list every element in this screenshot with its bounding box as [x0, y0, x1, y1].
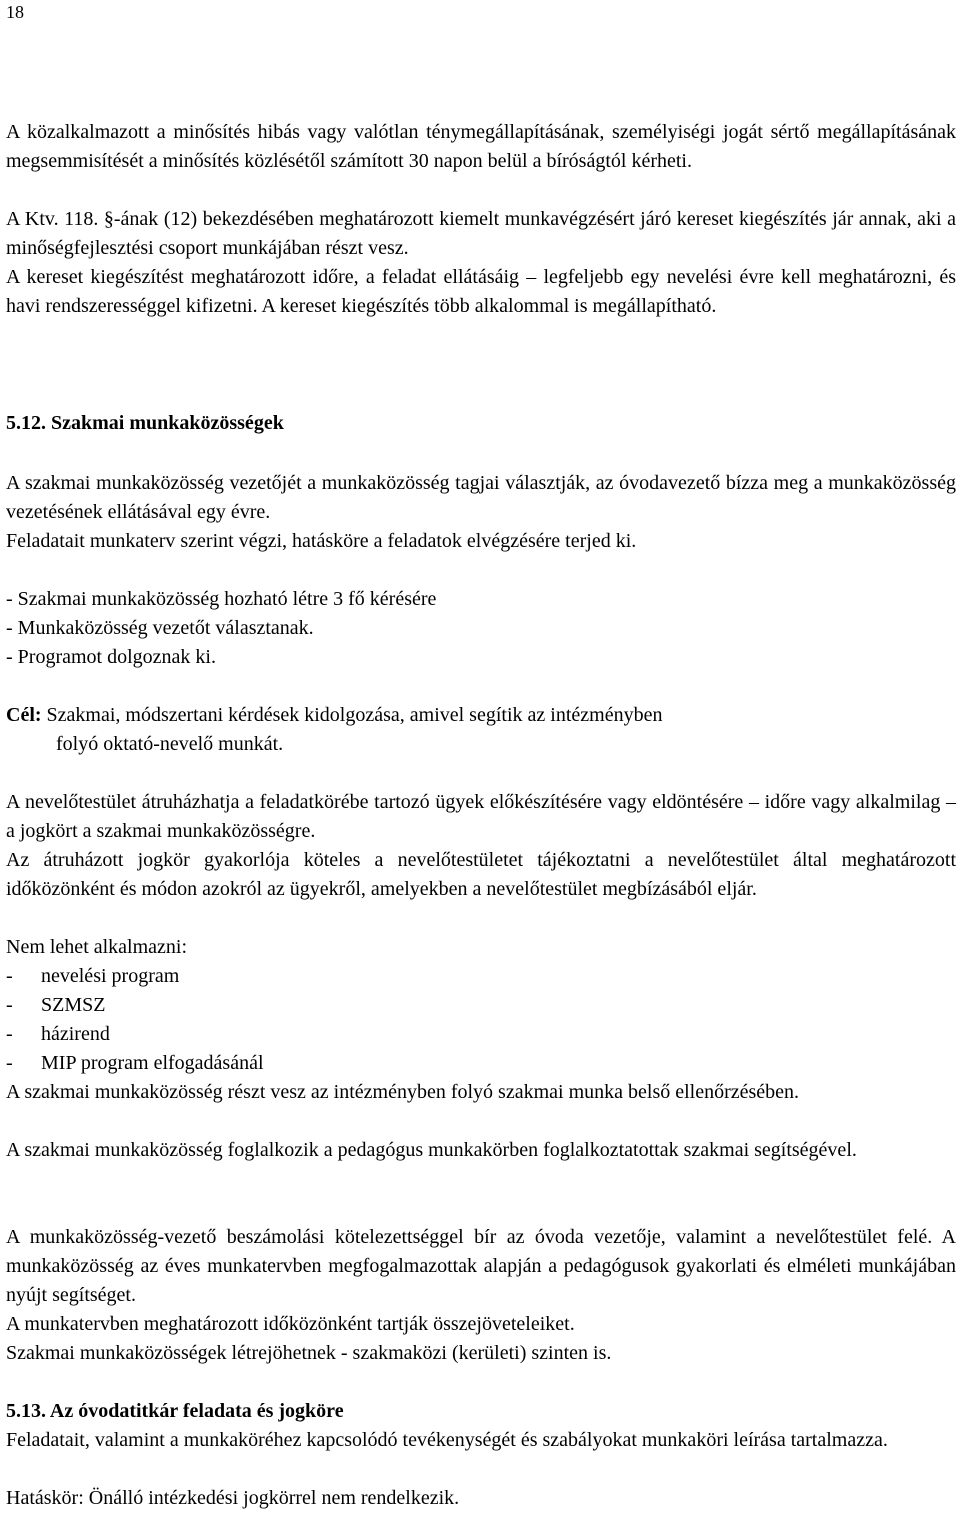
- list-item: - nevelési program: [6, 965, 180, 987]
- list-item: - SZMSZ: [6, 994, 106, 1016]
- paragraph-ktv: A Ktv. 118. §-ának (12) bekezdésében meghatározott kiemelt munkavégzésért járó kereset kiegészítés jár annak, aki a minőségfejlesztési csoport munkájában részt vesz.: [6, 208, 956, 259]
- list-item: - Programot dolgoznak ki.: [6, 646, 216, 668]
- paragraph-kereset: A kereset kiegészítést meghatározott időre, a feladat ellátásáig – legfeljebb egy nevelési évre kell meghatározni, és havi rendszerességgel kifizetni. A kereset kiegészítés több alkalommal is megállapítható.: [6, 266, 956, 317]
- paragraph-atruhazhat: A nevelőtestület átruházhatja a feladatkörébe tartozó ügyek előkészítésére vagy eldöntésére – időre vagy alkalmilag – a jogkört a szakmai munkaközösségre.: [6, 791, 956, 842]
- paragraph-nem-lehet: Nem lehet alkalmazni:: [6, 936, 188, 958]
- goal-text: Szakmai, módszertani kérdések kidolgozása, amivel segítik az intézményben: [41, 704, 663, 726]
- paragraph-beszamolasi: A munkaközösség-vezető beszámolási kötelezettséggel bír az óvoda vezetője, valamint a nevelőtestület felé. A munkaközösség az éves munkatervben megfogalmazottak alapján a pedagógusok gyakorlati és elméleti munkájában nyújt segítséget.: [6, 1226, 956, 1306]
- paragraph-atruhazott-jogkor: Az átruházott jogkör gyakorlója köteles a nevelőtestületet tájékoztatni a nevelőtestület által meghatározott időközönként és módon azokról az ügyekről, amelyekben a nevelőtestület megbízásából eljár.: [6, 849, 956, 900]
- paragraph-foglalkozik: A szakmai munkaközösség foglalkozik a pedagógus munkakörben foglalkoztatottak szakmai segítségével.: [6, 1139, 857, 1161]
- paragraph-szakmakozi: Szakmai munkaközösségek létrejöhetnek - szakmaközi (kerületi) szinten is.: [6, 1342, 612, 1364]
- list-item: - házirend: [6, 1023, 110, 1045]
- goal-label: Cél:: [6, 704, 42, 726]
- paragraph-ovodatitkar: Feladatait, valamint a munkaköréhez kapcsolódó tevékenységét és szabályokat munkaköri leírása tartalmazza.: [6, 1429, 888, 1451]
- paragraph-minosites: A közalkalmazott a minősítés hibás vagy valótlan ténymegállapításának, személyiségi jogát sértő megállapításának megsemmisítését a minősítés közlésétől számított 30 napon belül a bíróságtól kérheti.: [6, 121, 956, 172]
- goal-text-continued: folyó oktató-nevelő munkát.: [56, 733, 284, 755]
- list-item: - Munkaközösség vezetőt választanak.: [6, 617, 314, 639]
- list-munkakozosseg: [6, 585, 956, 672]
- paragraph-feladatait: Feladatait munkaterv szerint végzi, hatásköre a feladatok elvégzésére terjed ki.: [6, 530, 637, 552]
- paragraph-vezeto: A szakmai munkaközösség vezetőjét a munkaközösség tagjai választják, az óvodavezető bízza meg a munkaközösség vezetésének ellátásával egy évre.: [6, 472, 956, 523]
- list-item: - Szakmai munkaközösség hozható létre 3 fő kérésére: [6, 588, 437, 610]
- list-nem-alkalmazhato: [6, 962, 956, 1078]
- paragraph-hataskor: Hatáskör: Önálló intézkedési jogkörrel nem rendelkezik.: [6, 1487, 460, 1509]
- paragraph-osszejovetelek: A munkatervben meghatározott időközönként tartják összejöveteleiket.: [6, 1313, 575, 1335]
- paragraph-ellenorzes: A szakmai munkaközösség részt vesz az intézményben folyó szakmai munka belső ellenőrzésében.: [6, 1081, 800, 1103]
- page-number: 18: [6, 2, 24, 22]
- goal-block: [6, 701, 956, 759]
- section-heading-5-12: 5.12. Szakmai munkaközösségek: [6, 412, 284, 434]
- list-item: - MIP program elfogadásánál: [6, 1052, 264, 1074]
- section-heading-5-13: 5.13. Az óvodatitkár feladata és jogköre: [6, 1400, 344, 1422]
